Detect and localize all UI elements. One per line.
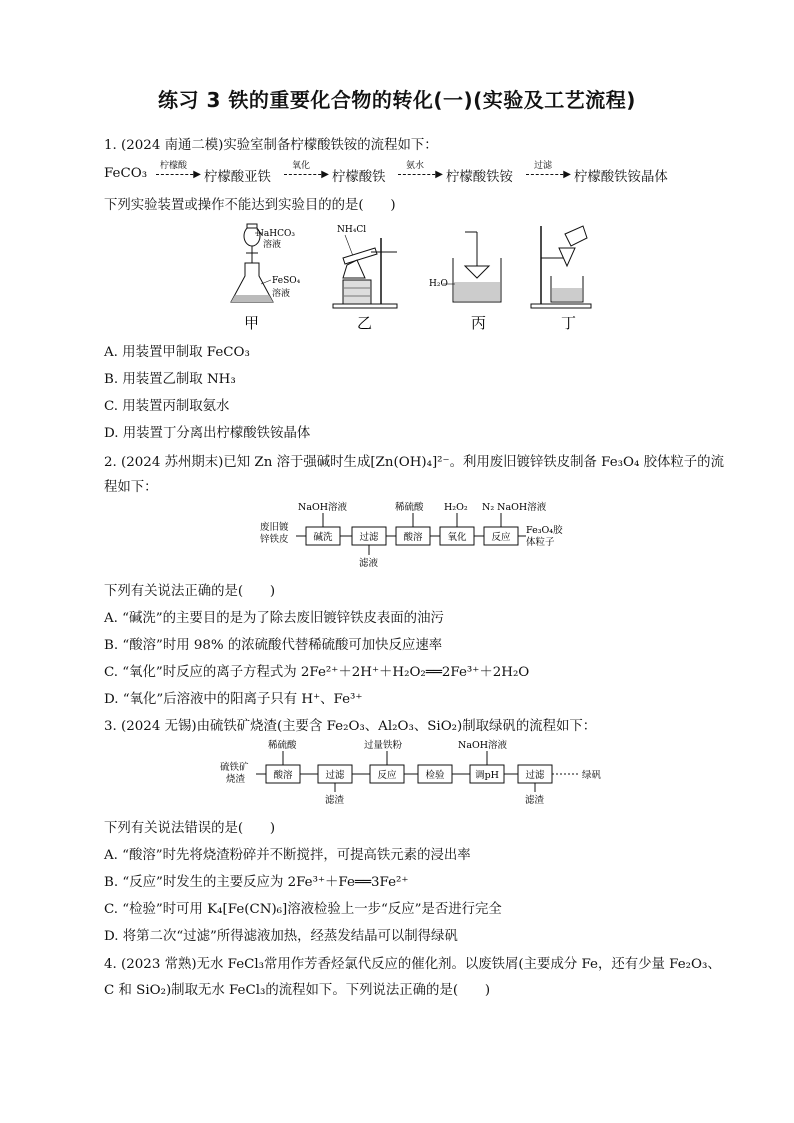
yi-reagent: NH₄Cl [337,225,367,235]
q3-waste-1: 滤渣 [325,795,345,806]
q3-stem: 3. (2024 无锡)由硫铁矿烧渣(主要含 Fe₂O₃、Al₂O₃、SiO₂)制取绿矾的流程如下： [104,719,597,734]
q1-option-d: D. 用装置丁分离出柠檬酸铁铵晶体 [104,426,311,441]
jia-label: 甲 [244,314,260,332]
chain-reagent: 柠檬酸 [160,161,188,171]
q3-input-3: NaOH溶液 [458,740,508,751]
q2-prompt: 下列有关说法正确的是( ) [104,584,276,599]
q2-input-3: H₂O₂ [444,502,468,513]
apparatus-bing [429,232,501,332]
q2-option-a: A. “碱洗”的主要目的是为了除去废旧镀锌铁皮表面的油污 [104,611,444,626]
q2-start: 废旧镀 [260,522,289,533]
q3-box-5-label: 调pH [475,770,499,781]
q2-flowchart [258,500,578,570]
q2-waste: 滤液 [359,558,379,569]
q3-flowchart [218,736,618,808]
q1-option-b: B. 用装置乙制取 NH₃ [104,372,236,387]
q1-apparatus-figure [225,218,595,336]
q3-box-3-label: 反应 [377,770,397,781]
q2-end-2: 体粒子 [526,537,555,548]
chain-reagent: 过滤 [534,161,553,171]
q2-stem: 2. (2024 苏州期末)已知 Zn 溶于强碱时生成[Zn(OH)₄]²⁻。利用废旧镀锌铁皮制备 Fe₃O₄ 胶体粒子的流 [104,455,724,470]
q3-prompt: 下列有关说法错误的是( ) [104,821,276,836]
chain-product: 柠檬酸铁铵晶体 [574,170,668,185]
q3-option-d: D. 将第二次“过滤”所得滤液加热，经蒸发结晶可以制得绿矾 [104,929,458,944]
q3-option-a: A. “酸溶”时先将烧渣粉碎并不断搅拌，可提高铁元素的浸出率 [104,848,471,863]
jia-flask-reagent-2: 溶液 [272,289,291,299]
bing-reagent: H₂O [429,279,448,289]
q3-input-1: 稀硫酸 [268,740,297,751]
q2-input-4: N₂ NaOH溶液 [482,502,547,513]
q2-option-c: C. “氧化”时反应的离子方程式为 2Fe²⁺＋2H⁺＋H₂O₂══2Fe³⁺＋2H₂O [104,665,530,680]
q3-box-2-label: 过滤 [325,770,345,781]
q2-start-2: 锌铁皮 [260,534,289,545]
chain-arrow: 过滤 ▶ [526,160,568,186]
ding-label: 丁 [561,314,577,332]
q4-stem-cont: C 和 SiO₂)制取无水 FeCl₃的流程如下。下列说法正确的是( ) [104,983,491,998]
q2-option-d: D. “氧化”后溶液中的阳离子只有 H⁺、Fe³⁺ [104,692,363,707]
jia-top-reagent-2: 溶液 [263,240,282,250]
q3-start-2: 烧渣 [226,774,246,785]
bing-label: 丙 [471,314,487,332]
q2-box-4-label: 氧化 [447,532,467,543]
q2-input-1: NaOH溶液 [298,502,348,513]
q1-option-a: A. 用装置甲制取 FeCO₃ [104,345,250,360]
apparatus-ding [531,226,591,332]
q3-waste-2: 滤渣 [525,795,545,806]
q1-prompt: 下列实验装置或操作不能达到实验目的的是( ) [104,198,396,213]
chain-start: FeCO₃ [104,166,148,181]
page-title: 练习 3 铁的重要化合物的转化(一)(实验及工艺流程) [158,88,636,112]
chain-product: 柠檬酸铁 [332,170,386,185]
chain-reagent: 氨水 [406,161,425,171]
q2-box-5-label: 反应 [491,532,511,543]
q1-reaction-chain [104,160,704,188]
yi-label: 乙 [357,314,373,332]
chain-product: 柠檬酸铁铵 [446,170,513,185]
q1-stem: 1. (2024 南通二模)实验室制备柠檬酸铁铵的流程如下： [104,138,438,153]
q3-box-6-label: 过滤 [525,770,545,781]
q3-box-4-label: 检验 [425,770,445,781]
q2-stem-cont: 程如下： [104,480,158,495]
jia-top-reagent: NaHCO₃ [256,229,295,239]
q2-box-3-label: 酸溶 [403,532,423,543]
chain-arrow: 氧化 ▶ [284,160,326,186]
q2-box-2-label: 过滤 [359,532,379,543]
q4-stem: 4. (2023 常熟)无水 FeCl₃常用作芳香烃氯代反应的催化剂。以废铁屑(主要成分 Fe，还有少量 Fe₂O₃、 [104,957,721,972]
q2-box-1-label: 碱洗 [313,532,333,543]
apparatus-jia [231,224,301,332]
chain-arrow: 氨水 ▶ [398,160,440,186]
q3-option-c: C. “检验”时可用 K₄[Fe(CN)₆]溶液检验上一步“反应”是否进行完全 [104,902,502,917]
q3-box-1-label: 酸溶 [273,770,293,781]
apparatus-yi [333,225,397,332]
jia-flask-reagent: FeSO₄ [272,276,301,286]
q2-input-2: 稀硫酸 [395,502,424,513]
q1-option-c: C. 用装置丙制取氨水 [104,399,230,414]
chain-arrow: 柠檬酸 ▶ [156,160,198,186]
q2-end: Fe₃O₄胶 [526,525,563,536]
q3-end: 绿矾 [582,770,602,781]
chain-reagent: 氧化 [292,161,311,171]
chain-product: 柠檬酸亚铁 [204,170,271,185]
q2-option-b: B. “酸溶”时用 98% 的浓硫酸代替稀硫酸可加快反应速率 [104,638,443,653]
q3-start: 硫铁矿 [220,762,249,773]
q3-input-2: 过量铁粉 [364,740,403,751]
q3-option-b: B. “反应”时发生的主要反应为 2Fe³⁺＋Fe══3Fe²⁺ [104,875,409,890]
